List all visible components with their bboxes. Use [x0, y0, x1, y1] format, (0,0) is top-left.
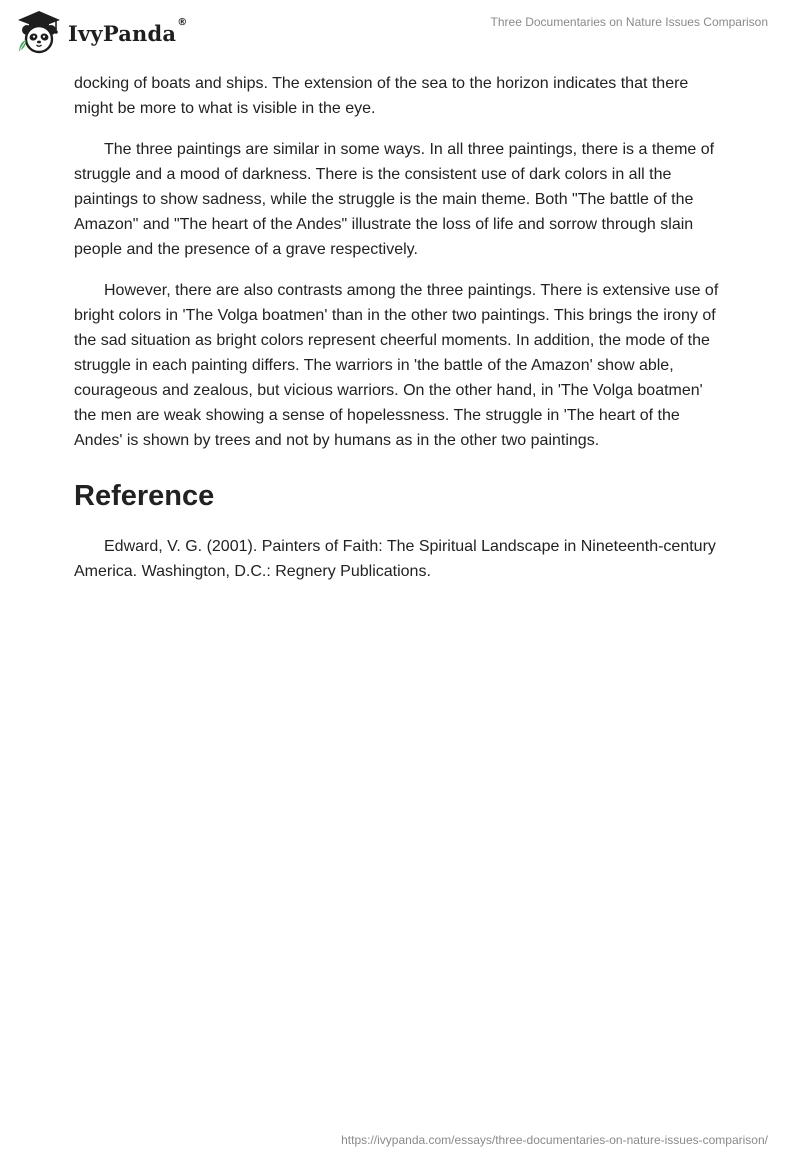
page-header — [0, 0, 800, 64]
footer-url-link[interactable]: https://ivypanda.com/essays/three-documentaries-on-nature-issues-comparison/ — [341, 1133, 768, 1147]
logo-text: IvyPanda® — [68, 16, 188, 46]
essay-content — [74, 71, 729, 600]
paragraph-similarities: The three paintings are similar in some ways. In all three paintings, there is a theme of struggle and a mood of darkness. There is the consistent use of dark colors in all the paintings to show sadness, while the struggle is the main theme. Both "The battle of the Amazon" and "The heart of the Andes" illustrate the loss of life and sorrow through slain people and the presence of a grave respectively. — [74, 141, 715, 258]
reference-entry: Edward, V. G. (2001). Painters of Faith: The Spiritual Landscape in Nineteenth-century America. Washington, D.C.: Regnery Publications. — [74, 538, 716, 580]
ivypanda-logo[interactable] — [16, 8, 187, 56]
document-title: Three Documentaries on Nature Issues Comparison — [490, 15, 768, 29]
panda-graduate-icon — [16, 9, 62, 55]
registered-mark: ® — [177, 16, 188, 28]
paragraph-continued: docking of boats and ships. The extension of the sea to the horizon indicates that there might be more to what is visible in the eye. — [74, 75, 689, 117]
paragraph-contrasts: However, there are also contrasts among the three paintings. There is extensive use of bright colors in 'The Volga boatmen' than in the other two paintings. This brings the irony of the sad situation as bright colors represent cheerful moments. In addition, the mode of the struggle in each painting differs. The warriors in 'the battle of the Amazon' show able, courageous and zealous, but vicious warriors. On the other hand, in 'The Volga boatmen' the men are weak showing a sense of hopelessness. The struggle in 'The heart of the Andes' is shown by trees and not by humans as in the other two paintings. — [74, 282, 719, 449]
reference-heading: Reference — [74, 480, 215, 512]
